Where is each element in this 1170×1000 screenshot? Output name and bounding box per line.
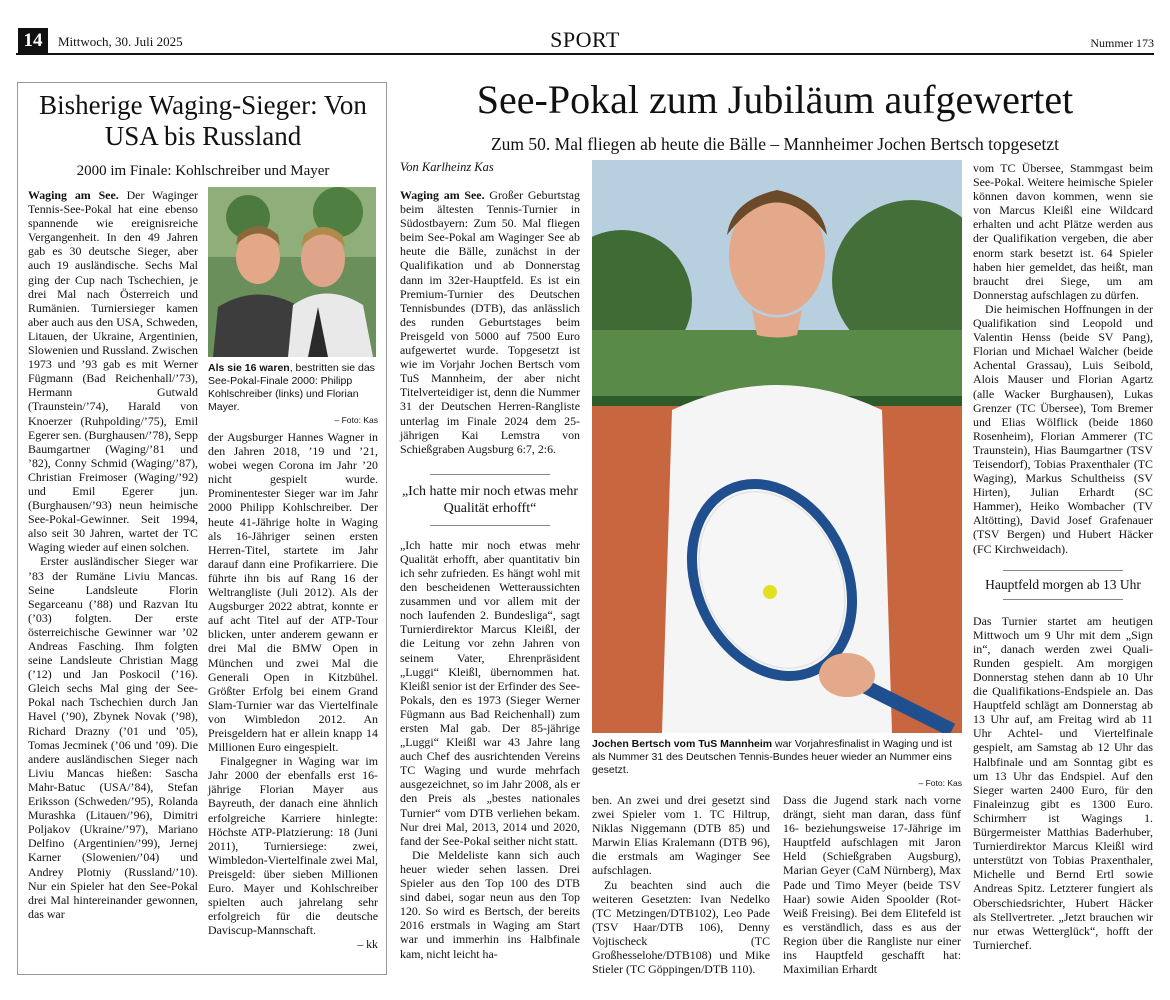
byline: Von Karlheinz Kas: [400, 160, 494, 174]
sidebar-photo-caption: Als sie 16 waren, bestritten sie das See-Pokal-Finale 2000: Philipp Kohlschreiber (links) und Florian Mayer. – Foto: Kas: [208, 362, 378, 425]
pullquote-rule-bottom: [430, 525, 550, 526]
main-paragraph: Großer Geburtstag beim ältesten Tennis-Turnier in Südostbayern: Zum 50. Mal fliegen beim See-Pokal am Waginger See ab heute die Bälle, zunächst in der Qualifikation und ab Donnerstag dann im 32er-Hauptfeld. Es ist ein Premium-Turnier des Deutschen Tennisbundes (DTB), das anlässlich des runden Geburtstages beim Preisgeld von 5000 auf 7500 Euro aufgewertet wurde. Topgesetzt ist wie im Vorjahr Jochen Bertsch vom TuS Mannheim, der aber nicht Titelverteidiger ist, denn die Nummer 31 der Deutschen Herren-Rangliste unterlag im Finale 2024 dem 25-jährigen Kai Lemstra von Schießgraben Augsburg 6:7, 2:6.: [400, 188, 580, 456]
photo-kohlschreiber-mayer: [208, 187, 376, 357]
sidebar-column-2: [208, 430, 378, 951]
page-number: 14: [18, 28, 48, 54]
main-subheadline: Zum 50. Mal fliegen ab heute die Bälle – Mannheimer Jochen Bertsch topgesetzt: [490, 134, 1060, 154]
main-photo-caption: Jochen Bertsch vom TuS Mannheim war Vorjahresfinalist in Waging und ist als Nummer 31 des Deutschen Tennis-Bundes heuer wieder an Nummer eins gesetzt. – Foto: Kas: [592, 738, 962, 788]
players-photo-image: [208, 187, 376, 357]
sidebar-paragraph: Der Waginger Tennis-See-Pokal hat eine ebenso spannende wie ereignisreiche Vergangenheit. In den 49 Jahren gab es 30 deutsche Sieger, aber auch 19 ausländische. Sechs Mal ging der Cup nach Tschechien, je drei Mal nach Österreich und Rumänien. Turniersieger kamen aber auch aus den USA, Schweden, Litauen, der Ukraine, Argentinien, Slowenien und Russland. Zwischen 1973 und ’93 gab es mit Werner Fügmann (Bad Reichenhall/’73), Hermann Gutwald (Traunstein/’74), Harald von Knoerzer (Ruhpolding/’75), Emil Egerer sen. (Burghausen/’78), Sepp Baumgartner (Waging/’81 und ’82), Conny Schmid (Waging/’87), Christian Freimoser (Waging/’92) und Emil Egerer jun. (Burghausen/’93) neun heimische See-Pokal-Gewinner. Seit 1994, also seit 30 Jahren, wartet der TC Waging wieder auf einen solchen.: [28, 188, 198, 555]
main-paragraph: Dass die Jugend stark nach vorne drängt, sieht man daran, dass fünf 16- beziehungsweise 17-Jährige im Hauptfeld aufschlagen mit Jaron Held (Schießgraben Augsburg), Marian Geyer (CaM Nürnberg), Max Pade und Timo Meyer (beide TSV Haar) sowie Aiden Spoolder (Rot-Weiß Freising). Bei dem Elitefeld ist es verständlich, dass es aus der Region über die Rangliste nur einer ins Hauptfeld geschafft hat: Maximilian Erhardt: [783, 793, 961, 977]
main-paragraph: Zu beachten sind auch die weiteren Gesetzten: Ivan Nedelko (TC Metzingen/DTB102), Leo Pade (TSV Haar/DTB 106), Denny Vojtischeck (TC Großhesselohe/DTB108) und Mike Stieler (TC Göppingen/DTB 110).: [592, 877, 770, 977]
issue-number: Nummer 173: [1090, 36, 1154, 50]
main-column-3: [783, 793, 961, 976]
sidebar-photo-credit: – Foto: Kas: [334, 415, 378, 425]
main-paragraph: ben. An zwei und drei gesetzt sind zwei Spieler vom 1. TC Hiltrup, Niklas Niggemann (DTB 85) und Marwin Elias Kralemann (DTB 96), die erstmals am Waginger See aufschlagen.: [592, 793, 770, 878]
header-rule: [16, 53, 1154, 55]
main-photo-credit: – Foto: Kas: [918, 778, 962, 788]
pullquote-rule-top: [430, 474, 550, 475]
main-paragraph: Das Turnier startet am heutigen Mittwoch um 9 Uhr mit dem „Sign in“, danach werden zwei Quali-Runden gespielt. Am morgigen Donnerstag stehen dann ab 10 Uhr die Qualifikations-Endspiele an. Das Hauptfeld schlägt am Donnerstag ab 13 Uhr auf, am Freitag wird ab 11 Uhr Achtel- und Viertelfinale gespielt, am Samstag ab 12 Uhr das Halbfinale und am Sonntag gibt es um 13 Uhr das Endspiel. Auf den Sieger warten 2400 Euro, für den Finaleinzug gibt es 1300 Euro. Schirmherr ist Wagings 1. Bürgermeister Matthias Baderhuber, Turnierdirektor Marcus Kleißl wird unterstützt von Tobias Praxenthaler, Michelle und Bernd Ertl sowie Andreas Spitz. Letzterer fungiert als Oberschiedsrichter, Hubert Häcker als Stellvertreter. „Jetzt brauchen wir nur etwas Wetterglück“, hofft der Turnierchef.: [973, 613, 1153, 952]
main-paragraph: „Ich hatte mir noch etwas mehr Qualität erhofft, aber quantitativ bin ich sehr zufrieden. Es hängt wohl mit den bescheidenen Wetteraussichten zusammen und vor allem mit der noch laufenden 2. Bundesliga“, sagt Turnierdirektor Marcus Kleißl, der die Leitung vor zehn Jahren von seinem Vater, Ehrenpräsident „Luggi“ Kleißl, übernommen hat. Kleißl senior ist der Erfinder des See-Pokals, den es 1973 (Sieger Werner Fügmann aus Bad Reichenhall) zum ersten Mal gab. Der 85-jährige „Luggi“ Kleißl war 43 Jahre lang auch Chef des ausrichtenden Vereins TC Waging und wurde mehrfach ausgezeichnet, so im Jahr 2008, als er den Preis als „bestes nationales Turnier“ vom DTB verliehen bekam. Nur drei Mal, 2013, 2014 und 2020, fand der See-Pokal seither nicht statt.: [400, 537, 580, 848]
pullquote: „Ich hatte mir noch etwas mehr Qualität erhofft“: [401, 483, 579, 516]
sidebar-column-1: [28, 188, 198, 921]
main-column-4: [973, 161, 1153, 952]
tennis-player-photo-image: [592, 160, 962, 733]
main-subhead: Hauptfeld morgen ab 13 Uhr: [985, 576, 1141, 592]
subhead-rule-bottom: [1003, 599, 1123, 600]
sidebar-signature: – kk: [357, 937, 378, 952]
main-dateline: Waging am See.: [400, 188, 485, 202]
main-column-1: [400, 188, 580, 961]
main-paragraph: vom TC Übersee, Stammgast beim See-Pokal. Weitere heimische Spieler können davon kommen, wenn sie von Marcus Kleißl eine Wildcard erhalten und acht Plätze werden aus der Qualifikation vergeben, die aber enorm stark besetzt ist. 64 Spieler haben hier gemeldet, das heißt, man braucht drei Siege, um am Donnerstag aufschlagen zu dürfen.: [973, 161, 1153, 302]
section-title: SPORT: [550, 27, 620, 52]
main-headline: See-Pokal zum Jubiläum aufgewertet: [476, 77, 1074, 122]
main-column-2: [592, 793, 770, 976]
sidebar-dateline: Waging am See.: [28, 188, 119, 202]
sidebar-paragraph: der Augsburger Hannes Wagner in den Jahren 2018, ’19 und ’21, wobei wegen Corona im Jahr ’20 nicht gespielt wurde. Prominentester Sieger war im Jahr 2000 Philipp Kohlschreiber. Der heute 41-Jährige holte in Waging als 16-Jähriger seinen ersten Herren-Titel, startete im Jahr darauf dann eine Profikarriere. Die führte ihn bis auf Rang 16 der Weltrangliste (Juli 2012). Als der Augsburger 2022 abtrat, konnte er auf acht Titel auf der ATP-Tour blicken, unter anderem gewann er drei Mal die BMW Open in München und zwei Mal die Generali Open in Kitzbühel. Größter Erfolg bei einem Grand Slam-Turnier war das Viertelfinale von Wimbledon 2012. An Preisgeldern hat er allein knapp 14 Millionen Euro eingespielt.: [208, 430, 378, 755]
main-paragraph: Die heimischen Hoffnungen in der Qualifikation sind Leopold und Valentin Henss (beide SV Pang), Florian und Michael Walcher (beide Achental Grassau), Luis Seibold, Alois Mauser und Florian Agartz (alle Wacker Burghausen), Lukas Grenzer (TC Übersee), Tom Bremer und Elias Wölflick (beide 1860 Rosenheim), Florian Ammerer (TC Traunstein), Hias Baumgartner (TSV Teisendorf), Tobias Praxenthaler (TC Waging), Markus Schultheiss (SV Hirten), Julian Erhardt (SC Hammer), Heiko Wombacher (TV Altötting), David Josef Grafenauer (TSV Bergen) und Hubert Häcker (FC Kirchweidach).: [973, 301, 1153, 556]
issue-date: Mittwoch, 30. Juli 2025: [58, 34, 183, 49]
sidebar-paragraph: Finalgegner in Waging war im Jahr 2000 der ebenfalls erst 16-jährige Florian Mayer aus Bayreuth, der danach eine ähnlich erfolgreiche Karriere hinlegte: Höchste ATP-Platzierung: 18 (Juni 2011), Turniersiege: zwei, Wimbledon-Viertelfinale zwei Mal, Preisgeld: über sieben Millionen Euro. Mayer und Kohlschreiber spielten auch jahrelang sehr erfolgreich für die deutsche Daviscup-Mannschaft.: [208, 754, 378, 938]
photo-jochen-bertsch: [592, 160, 962, 733]
main-paragraph: Die Meldeliste kann sich auch heuer wieder sehen lassen. Drei Spieler aus den Top 100 des DTB sind dabei, sogar neun aus den Top 120. So wird es Bertsch, der bereits 2016 erstmals in Waging am Start war und immerhin ins Halbfinale kam, nicht leicht ha-: [400, 847, 580, 961]
sidebar-headline: Bisherige Waging-Sieger: Von USA bis Russland: [39, 90, 367, 151]
subhead-rule-top: [1003, 570, 1123, 571]
sidebar-paragraph: Erster ausländischer Sieger war ’83 der Rumäne Liviu Mancas. Seine Landsleute Florin Segarceanu (’88) und Razvan Itu (’03) folgten. Der erste österreichische Gewinner war ’02 Andreas Fasching. Ihm folgten seine Landsleute Christian Magg (’12) und Jan Poskocil (’16). Gleich sechs Mal ging der See-Pokal nach Tschechien durch Jan Havel (’90), Zbynek Novak (’98), Richard Drazny (’01 und ’05), Tomas Jecminek (’06 und ’09). Die andere ausländischen Sieger nach Liviu Mancas hießen: Sascha Mahr-Batuc (USA/’84), Stefan Eriksson (Schweden/’95), Rolanda Murashka (Litauen/’96), Dimitri Poljakov (Ukraine/’97), Mariano Delfino (Argentinien/’99), Jernej Karner (Slowenien/’04) und Andrey Plotniy (Russland/’10). Nur ein Spieler hat den See-Pokal drei Mal hintereinander gewonnen, das war: [28, 554, 198, 921]
sidebar-subheadline: 2000 im Finale: Kohlschreiber und Mayer: [76, 163, 330, 179]
